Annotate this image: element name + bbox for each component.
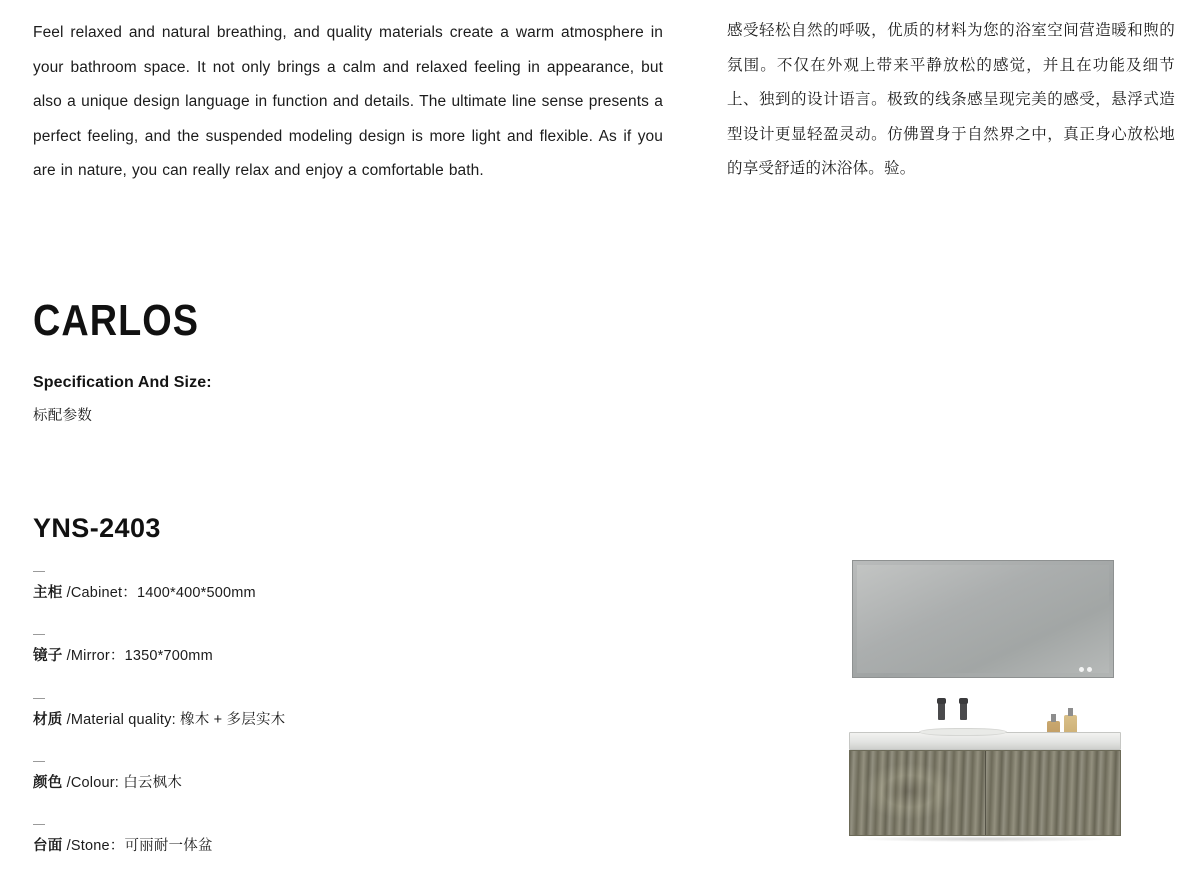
faucet-icon xyxy=(960,698,967,720)
spec-row xyxy=(33,634,653,689)
spec-row-label: 材质 xyxy=(33,711,63,728)
cabinet-body xyxy=(849,750,1121,836)
spec-row-label: 颜色 xyxy=(33,774,63,791)
spec-row-value: /Cabinet：1400*400*500mm xyxy=(62,585,256,601)
spec-row-text xyxy=(33,708,653,729)
spec-divider xyxy=(33,571,45,572)
basin xyxy=(919,728,1007,736)
mirror-panel xyxy=(852,560,1114,678)
spec-divider xyxy=(33,634,45,635)
spec-divider xyxy=(33,698,45,699)
cabinet-door-split xyxy=(985,751,986,835)
product-image xyxy=(845,548,1175,848)
spec-row xyxy=(33,698,653,753)
spec-row xyxy=(33,761,653,816)
spec-row xyxy=(33,824,653,879)
spec-row-text xyxy=(33,771,653,792)
spec-divider xyxy=(33,761,45,762)
spec-row-value: /Material quality: 橡木 + 多层实木 xyxy=(62,711,286,728)
spec-heading-english: Specification And Size: xyxy=(33,374,212,391)
spec-row-value: /Colour: 白云枫木 xyxy=(62,774,183,791)
spec-row-text xyxy=(33,581,653,602)
product-model-code: YNS-2403 xyxy=(33,513,161,543)
spec-row-text xyxy=(33,644,653,665)
spec-row-value: /Stone：可丽耐一体盆 xyxy=(62,838,213,855)
cabinet-shadow xyxy=(857,836,1113,842)
faucet-icon xyxy=(938,698,945,720)
spec-row-label: 镜子 xyxy=(33,648,63,665)
faucet-group xyxy=(938,698,978,724)
spec-row xyxy=(33,571,653,626)
spec-row-label: 台面 xyxy=(33,838,63,855)
mirror-touch-sensor-icon xyxy=(1079,659,1095,664)
intro-paragraph-chinese: 感受轻松自然的呼吸，优质的材料为您的浴室空间营造暖和煦的氛围。不仅在外观上带来平静放松的感觉，并且在功能及细节上、独到的设计语言。极致的线条感呈现完美的感受，悬浮式造型设计更显轻盈灵动。仿佛置身于自然界之中，真正身心放松地的享受舒适的沐浴体。验。 xyxy=(727,22,1175,177)
mirror-glass xyxy=(857,565,1109,673)
spec-heading-chinese: 标配参数 xyxy=(33,408,93,424)
spec-row-text xyxy=(33,834,653,855)
brand-title: CARLOS xyxy=(33,296,199,345)
spec-divider xyxy=(33,824,45,825)
spec-row-value: /Mirror：1350*700mm xyxy=(62,648,213,665)
intro-section xyxy=(0,0,1200,240)
spec-row-label: 主柜 xyxy=(33,585,63,601)
specification-list xyxy=(33,563,653,879)
intro-paragraph-english: Feel relaxed and natural breathing, and quality materials create a warm atmosphere in your bathroom space. It not only brings a calm and relaxed feeling in appearance, but also a unique design language in function and details. The ultimate line sense presents a perfect feeling, and the suspended modeling design is more light and flexible. As if you are in nature, you can really relax and enjoy a comfortable bath. xyxy=(33,24,663,179)
